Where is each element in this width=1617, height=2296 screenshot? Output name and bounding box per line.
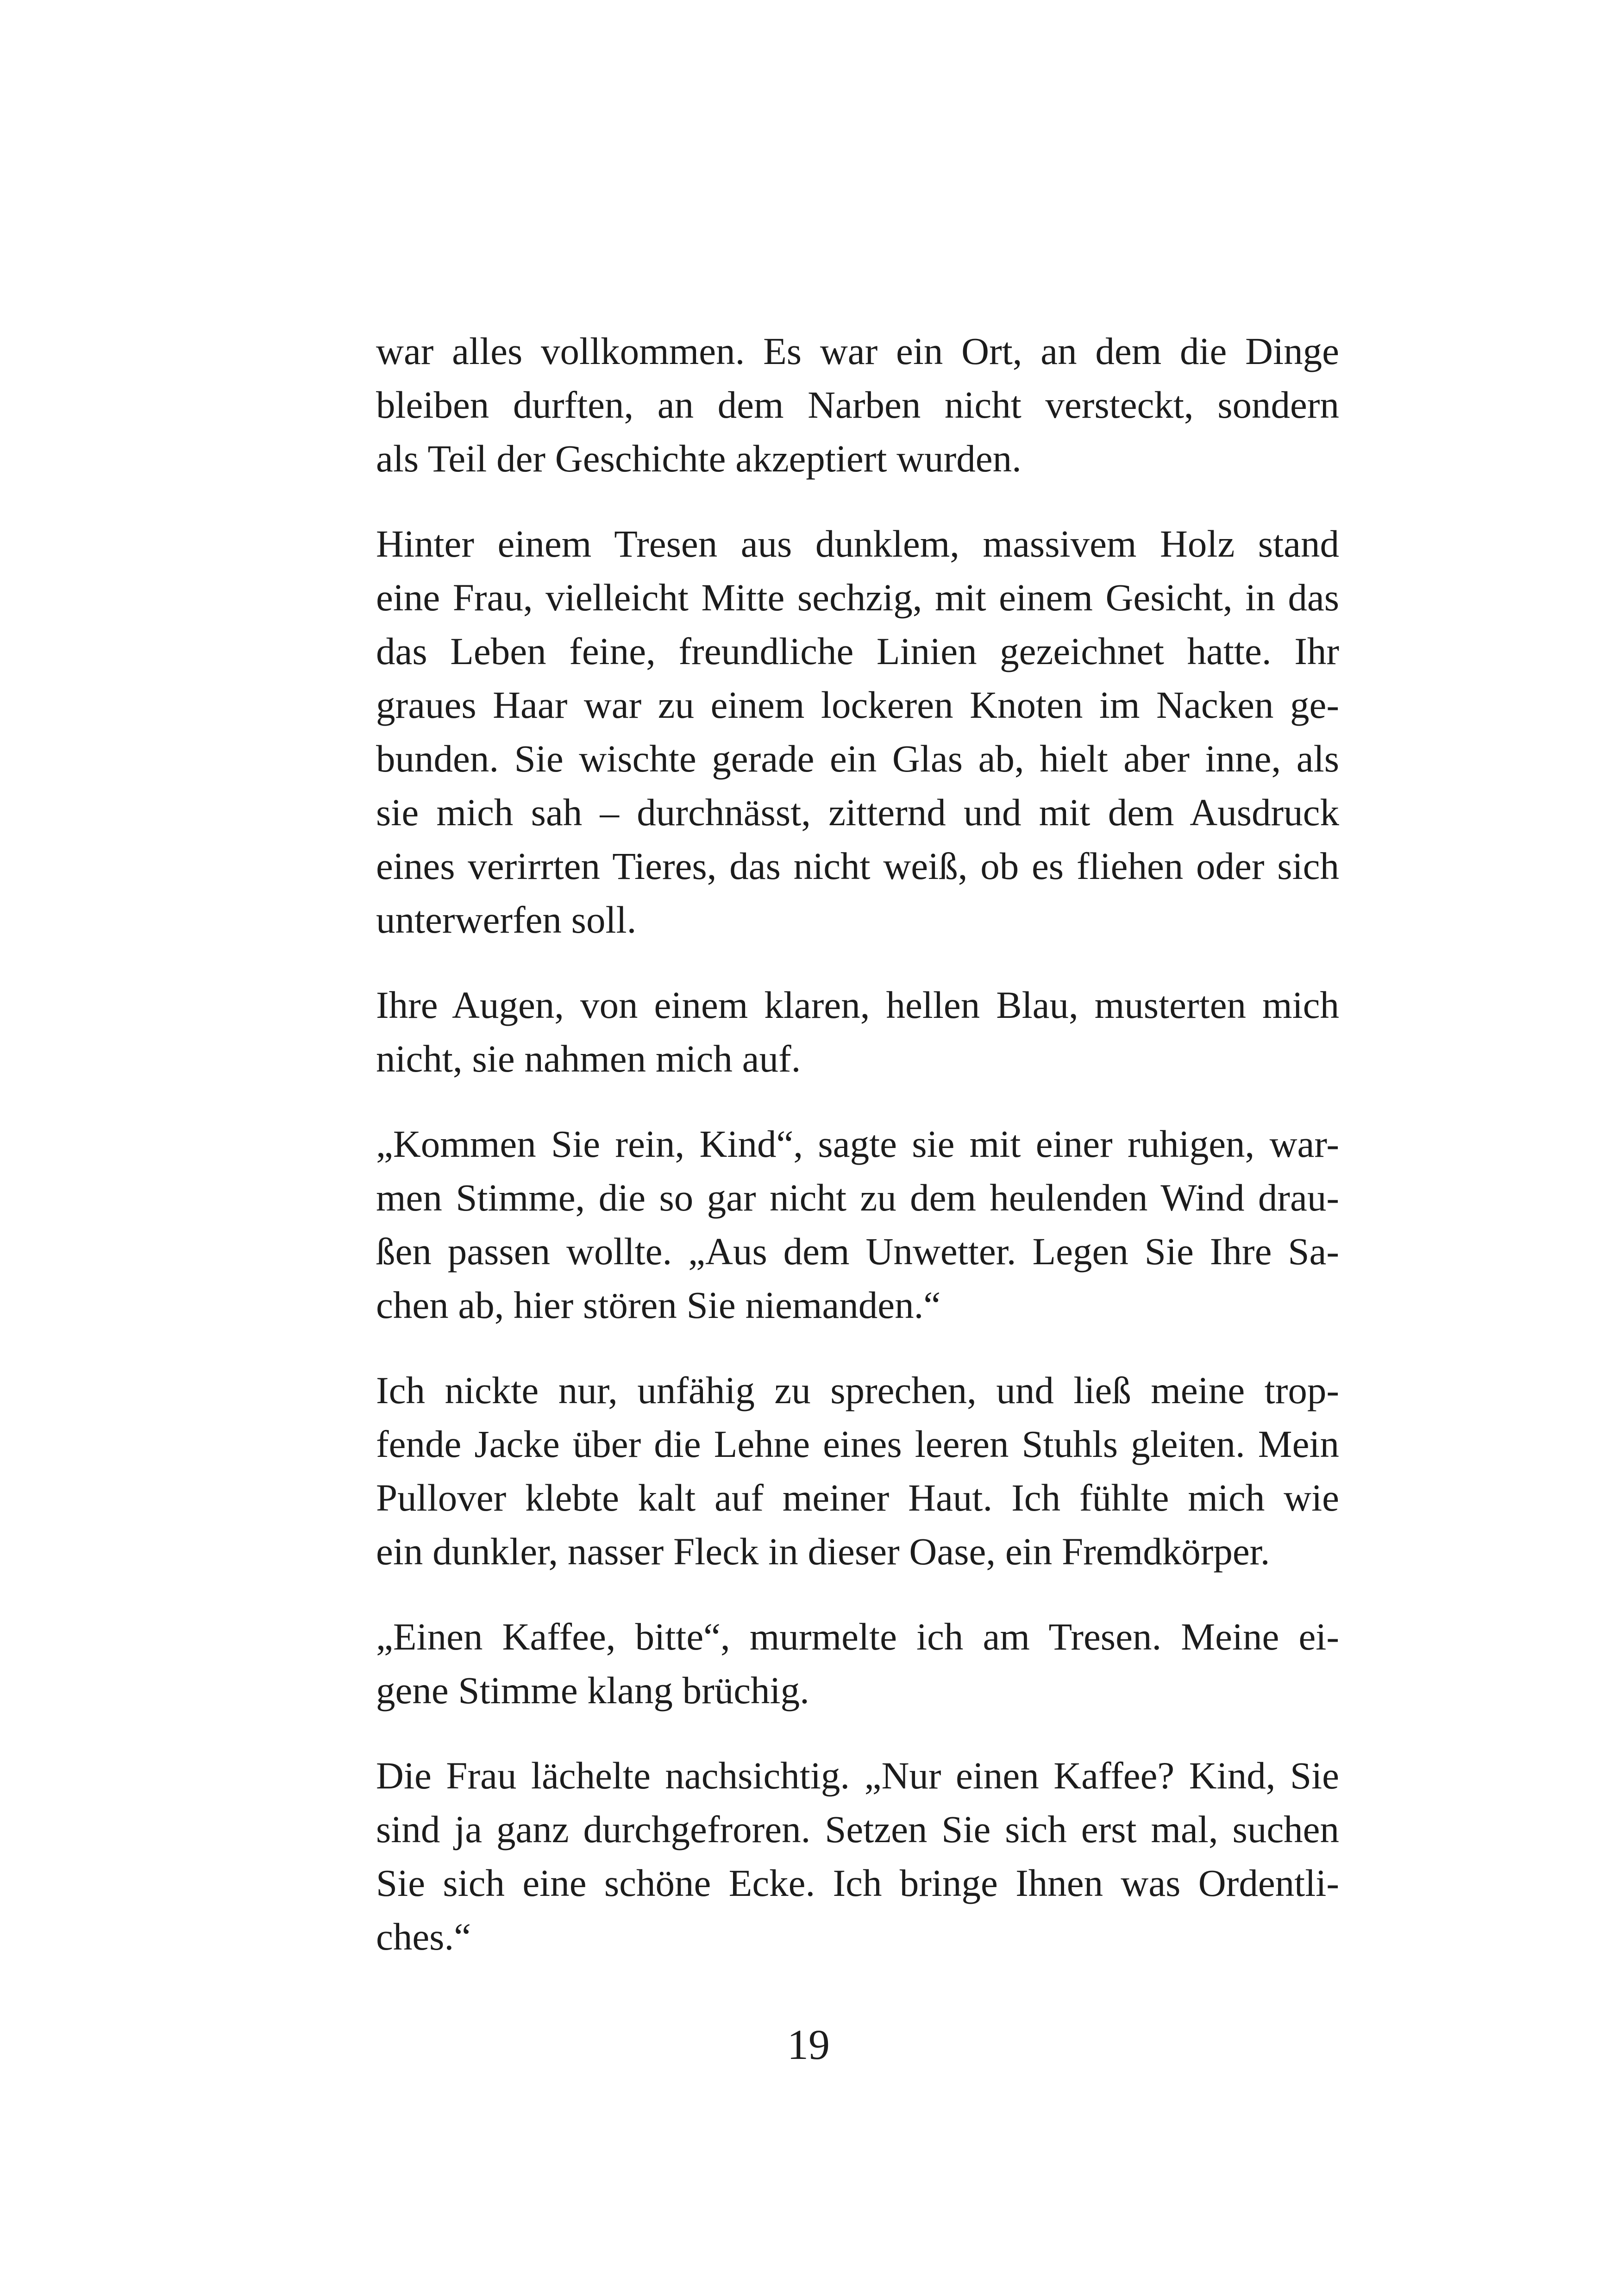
text-line: Sie sich eine schöne Ecke. Ich bringe Ihnen was Ordentli- [376,1862,1339,1904]
text-line: men Stimme, die so gar nicht zu dem heulenden Wind drau- [376,1176,1339,1219]
text-line: war alles vollkommen. Es war ein Ort, an dem die Dinge [376,330,1339,372]
text-line: eine Frau, vielleicht Mitte sechzig, mit einem Gesicht, in das [376,576,1339,619]
text-line: „Kommen Sie rein, Kind“, sagte sie mit einer ruhigen, war- [376,1123,1339,1165]
text-line: ein dunkler, nasser Fleck in dieser Oase, ein Fremdkörper. [376,1530,1270,1573]
text-line: ßen passen wollte. „Aus dem Unwetter. Legen Sie Ihre Sa- [376,1230,1339,1273]
text-line: gene Stimme klang brüchig. [376,1669,809,1712]
paragraph-6 [376,1610,1339,1717]
paragraph-3 [376,978,1339,1085]
text-line: eines verirrten Tieres, das nicht weiß, ob es fliehen oder sich [376,845,1339,887]
paragraph-2 [376,517,1339,947]
text-line: „Einen Kaffee, bitte“, murmelte ich am Tresen. Meine ei- [376,1615,1339,1658]
text-line: nicht, sie nahmen mich auf. [376,1037,801,1080]
text-line: graues Haar war zu einem lockeren Knoten im Nacken ge- [376,684,1339,726]
text-line: bleiben durften, an dem Narben nicht versteckt, sondern [376,383,1339,426]
paragraph-7 [376,1749,1339,1964]
text-line: ches.“ [376,1915,471,1958]
text-line: unterwerfen soll. [376,898,637,941]
paragraph-1 [376,324,1339,485]
text-line: sind ja ganz durchgefroren. Setzen Sie sich erst mal, suchen [376,1808,1339,1851]
text-line: sie mich sah – durchnässt, zitternd und mit dem Ausdruck [376,791,1339,834]
text-line: chen ab, hier stören Sie niemanden.“ [376,1284,941,1326]
text-line: Hinter einem Tresen aus dunklem, massivem Holz stand [376,522,1339,565]
paragraph-4 [376,1117,1339,1332]
body-text [376,324,1339,1995]
text-line: Ich nickte nur, unfähig zu sprechen, und ließ meine trop- [376,1369,1339,1411]
text-line: als Teil der Geschichte akzeptiert wurden. [376,437,1022,480]
text-line: bunden. Sie wischte gerade ein Glas ab, hielt aber inne, als [376,737,1339,780]
text-line: Ihre Augen, von einem klaren, hellen Blau, musterten mich [376,984,1339,1026]
text-line: das Leben feine, freundliche Linien gezeichnet hatte. Ihr [376,630,1339,672]
text-line: fende Jacke über die Lehne eines leeren Stuhls gleiten. Mein [376,1423,1339,1465]
text-line: Pullover klebte kalt auf meiner Haut. Ich fühlte mich wie [376,1476,1339,1519]
text-line: Die Frau lächelte nachsichtig. „Nur einen Kaffee? Kind, Sie [376,1754,1339,1797]
paragraph-5 [376,1363,1339,1578]
page-number: 19 [787,2021,830,2068]
